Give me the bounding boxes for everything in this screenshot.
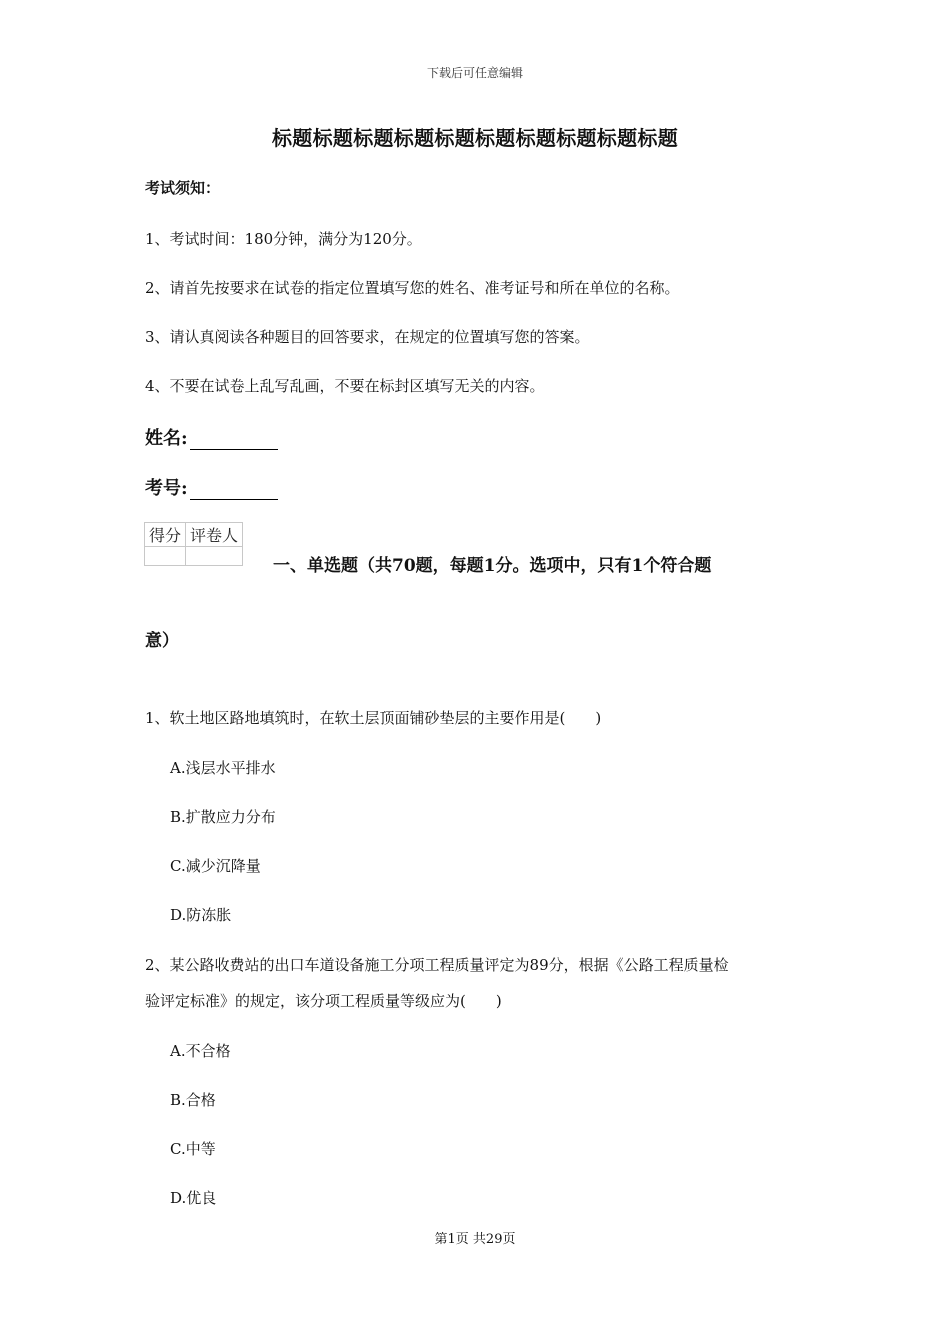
grader-header: 评卷人 (186, 523, 243, 547)
section-heading: 一、单选题（共70题，每题1分。选项中，只有1个符合题 (273, 556, 712, 576)
notice-heading: 考试须知： (145, 179, 221, 197)
option: C.减少沉降量 (170, 857, 261, 875)
exam-id-label: 考号: (145, 478, 188, 499)
notice-rule: 2、请首先按要求在试卷的指定位置填写您的姓名、准考证号和所在单位的名称。 (145, 279, 680, 297)
option: B.扩散应力分布 (170, 808, 276, 826)
notice-rule: 4、不要在试卷上乱写乱画，不要在标封区填写无关的内容。 (145, 377, 545, 395)
name-blank-line[interactable] (190, 431, 278, 450)
notice-rule: 1、考试时间：180分钟，满分为120分。 (145, 230, 422, 248)
page-footer: 第1页 共29页 (434, 1232, 516, 1247)
score-table (144, 522, 243, 566)
question-stem: 1、软土地区路地填筑时，在软土层顶面铺砂垫层的主要作用是( ) (145, 709, 602, 727)
section-heading-cont: 意） (145, 631, 179, 651)
option: A.浅层水平排水 (170, 759, 276, 777)
notice-rule: 3、请认真阅读各种题目的回答要求，在规定的位置填写您的答案。 (145, 328, 590, 346)
option: B.合格 (170, 1091, 216, 1109)
option: D.防冻胀 (170, 906, 232, 924)
question-stem: 2、某公路收费站的出口车道设备施工分项工程质量评定为89分，根据《公路工程质量检 (145, 956, 729, 974)
exam-id-blank-line[interactable] (190, 481, 278, 500)
option: D.优良 (170, 1189, 217, 1207)
exam-id-field (145, 474, 278, 500)
grader-cell (186, 547, 243, 566)
name-label: 姓名: (145, 428, 188, 449)
question-stem-cont: 验评定标准》的规定，该分项工程质量等级应为( ) (145, 992, 502, 1010)
option: C.中等 (170, 1140, 216, 1158)
score-cell (145, 547, 186, 566)
score-header: 得分 (145, 523, 186, 547)
name-field (145, 424, 278, 450)
header-note: 下载后可任意编辑 (426, 66, 523, 80)
document-title: 标题标题标题标题标题标题标题标题标题标题 (272, 126, 678, 150)
option: A.不合格 (170, 1042, 231, 1060)
